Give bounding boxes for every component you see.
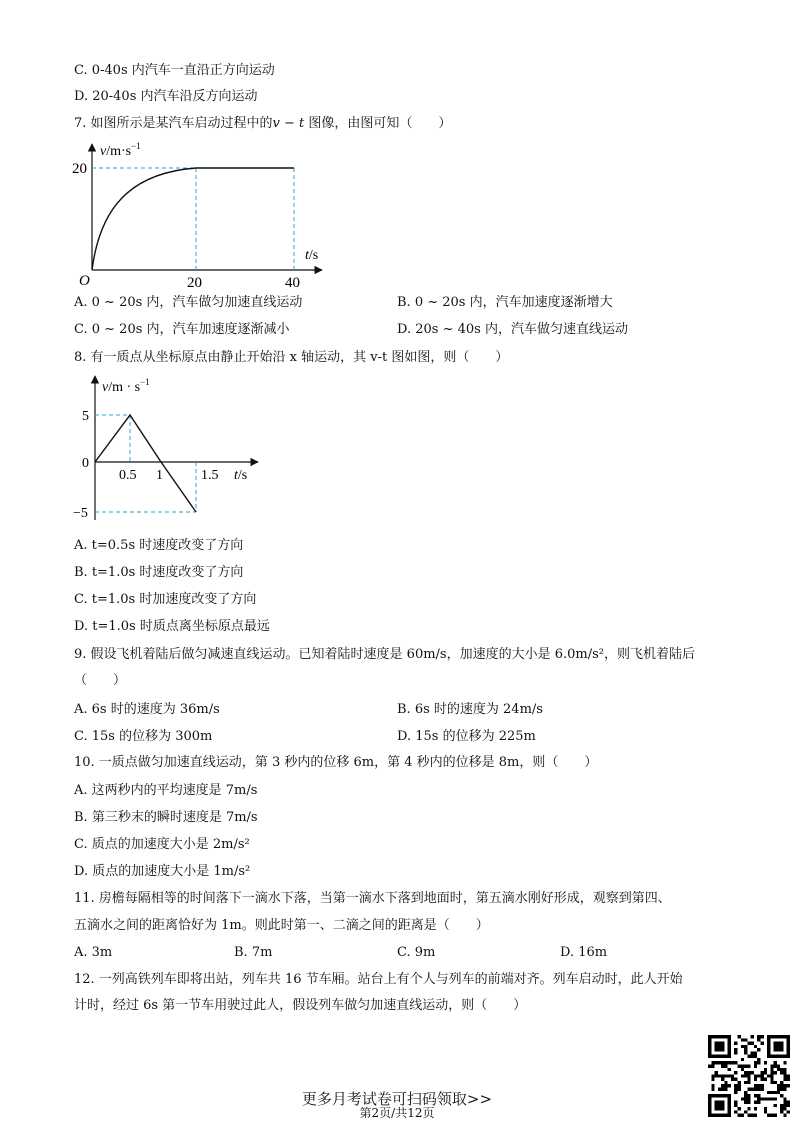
- q11-option-a: A. 3m: [74, 945, 113, 960]
- q12-stem-line1: 12. 一列高铁列车即将出站，列车共 16 节车厢。站台上有个人与列车的前端对齐。列车启动时，此人开始: [74, 972, 683, 987]
- q11-option-d: D. 16m: [560, 945, 608, 960]
- q7-stem: [74, 115, 451, 133]
- q10-option-d: D. 质点的加速度大小是 1m/s²: [74, 864, 251, 879]
- q8-option-d: D. t=1.0s 时质点离坐标原点最远: [74, 619, 270, 634]
- q10-option-b: B. 第三秒末的瞬时速度是 7m/s: [74, 810, 258, 825]
- q9-option-b: B. 6s 时的速度为 24m/s: [397, 702, 543, 717]
- q8-ytick-0: 0: [82, 456, 89, 471]
- q9-option-c: C. 15s 的位移为 300m: [74, 729, 213, 744]
- footer-promo-text: 更多月考试卷可扫码领取>>: [301, 1090, 493, 1108]
- q7-stem-pre: 7. 如图所示是某汽车启动过程中的: [74, 116, 273, 131]
- q9-stem-line1: 9. 假设飞机着陆后做匀减速直线运动。已知着陆时速度是 60m/s，加速度的大小是 6.0m/s²，则飞机着陆后: [74, 647, 695, 662]
- q8-option-c: C. t=1.0s 时加速度改变了方向: [74, 592, 257, 607]
- q8-xlabel: t/s: [234, 468, 248, 483]
- q9-option-a: A. 6s 时的速度为 36m/s: [74, 702, 220, 717]
- q7-vt-graph: [70, 138, 330, 293]
- q10-option-c: C. 质点的加速度大小是 2m/s²: [74, 837, 250, 852]
- q12-stem-line2: 计时，经过 6s 第一节车用驶过此人，假设列车做匀加速直线运动，则（ ）: [74, 998, 527, 1013]
- q7-origin: O: [79, 273, 90, 289]
- q10-option-a: A. 这两秒内的平均速度是 7m/s: [74, 783, 258, 798]
- q8-ylabel: $v/m \cdot s^{-1}$: [102, 377, 150, 395]
- q8-xtick-05: 0.5: [119, 468, 137, 483]
- q7-stem-post: 图像，由图可知（ ）: [304, 116, 452, 131]
- q6-option-d: D. 20-40s 内汽车沿反方向运动: [74, 89, 258, 104]
- q11-stem-line1: 11. 房檐每隔相等的时间落下一滴水下落，当第一滴水下落到地面时，第五滴水刚好形成，观察到第四、: [74, 891, 671, 906]
- q7-option-a: A. 0 ~ 20s 内，汽车做匀加速直线运动: [74, 295, 303, 310]
- q7-curve: [92, 168, 196, 270]
- q8-line: [95, 415, 196, 512]
- q7-option-b: B. 0 ~ 20s 内，汽车加速度逐渐增大: [397, 295, 613, 310]
- q8-ytick-5: 5: [82, 409, 89, 424]
- q11-option-c: C. 9m: [397, 945, 436, 960]
- q7-option-d: D. 20s ~ 40s 内，汽车做匀速直线运动: [397, 322, 628, 337]
- q7-xlabel: t/s: [305, 248, 319, 263]
- q8-xtick-15: 1.5: [201, 468, 219, 483]
- q11-stem-line2: 五滴水之间的距离恰好为 1m。则此时第一、二滴之间的距离是（ ）: [74, 918, 489, 933]
- q8-option-b: B. t=1.0s 时速度改变了方向: [74, 565, 244, 580]
- q10-stem: 10. 一质点做匀加速直线运动，第 3 秒内的位移 6m，第 4 秒内的位移是 8m，则（ ）: [74, 755, 598, 770]
- q8-ytick-neg5: −5: [73, 506, 88, 521]
- q7-ytick-20: 20: [72, 161, 87, 177]
- q7-xtick-20: 20: [187, 275, 202, 291]
- q9-stem-line2: （ ）: [74, 673, 127, 688]
- q7-ylabel: $v/m\cdot s^{-1}$: [100, 141, 141, 159]
- q8-vt-graph: [70, 372, 270, 527]
- q9-option-d: D. 15s 的位移为 225m: [397, 729, 536, 744]
- q8-option-a: A. t=0.5s 时速度改变了方向: [74, 538, 244, 553]
- q7-option-c: C. 0 ~ 20s 内，汽车加速度逐渐减小: [74, 322, 290, 337]
- q8-xtick-1: 1: [156, 468, 163, 483]
- page-number: 第2页/共12页: [359, 1106, 435, 1120]
- q6-option-c: C. 0-40s 内汽车一直沿正方向运动: [74, 63, 275, 78]
- q11-option-b: B. 7m: [234, 945, 273, 960]
- q8-stem: 8. 有一质点从坐标原点由静止开始沿 x 轴运动，其 v-t 图如图，则（ ）: [74, 350, 509, 365]
- q7-stem-var: v − t: [272, 116, 305, 131]
- q7-xtick-40: 40: [285, 275, 300, 291]
